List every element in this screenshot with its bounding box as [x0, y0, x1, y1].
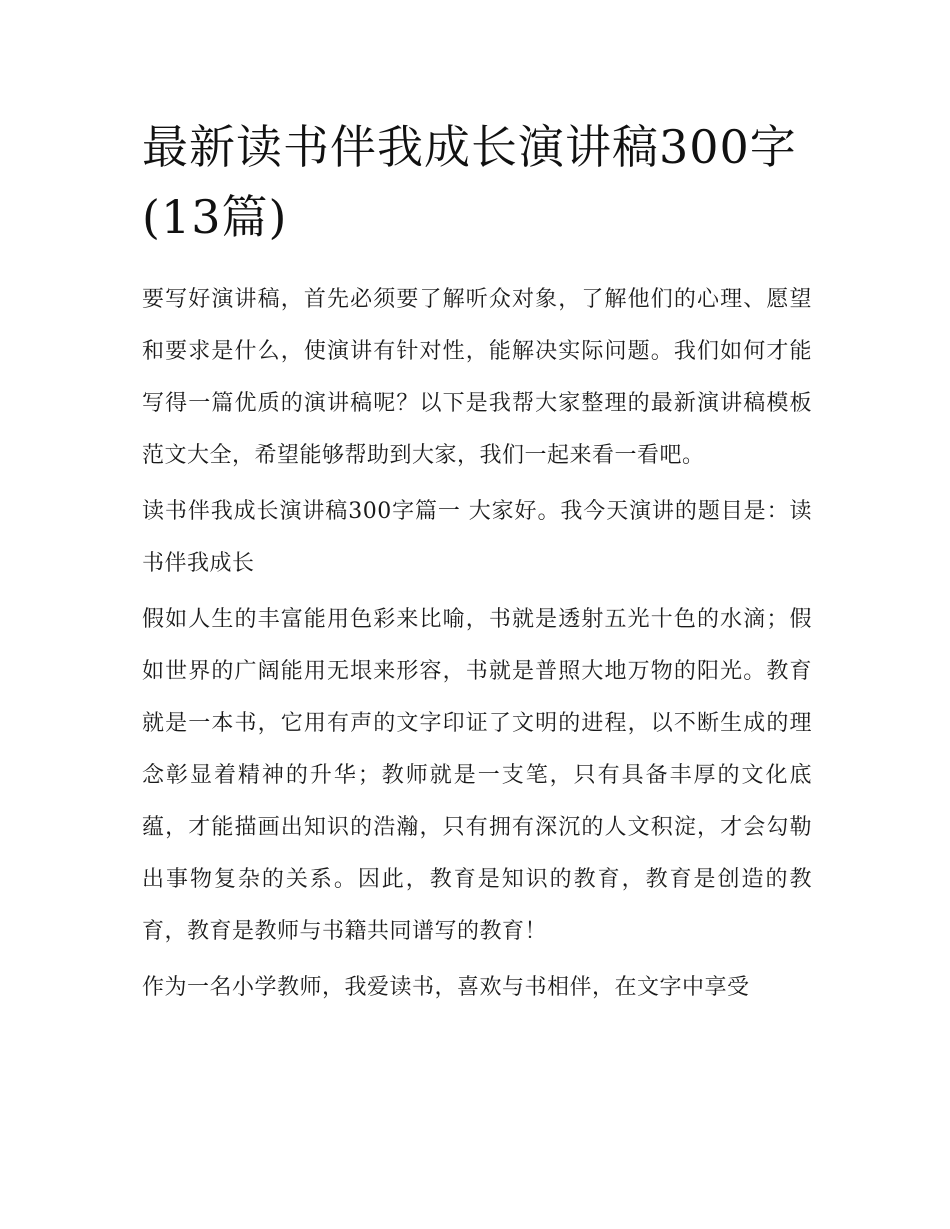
section-heading-paragraph: 读书伴我成长演讲稿300字篇一 大家好。我今天演讲的题目是：读书伴我成长	[142, 499, 812, 576]
document-page	[142, 112, 812, 1018]
intro-paragraph: 要写好演讲稿，首先必须要了解听众对象，了解他们的心理、愿望和要求是什么，使演讲有针对性，能解决实际问题。我们如何才能写得一篇优质的演讲稿呢？以下是我帮大家整理的最新演讲稿模板范文大全，希望能够帮助到大家，我们一起来看一看吧。	[142, 287, 812, 468]
body-paragraph: 假如人生的丰富能用色彩来比喻，书就是透射五光十色的水滴；假如世界的广阔能用无垠来形容，书就是普照大地万物的阳光。教育就是一本书，它用有声的文字印证了文明的进程，以不断生成的理念彰显着精神的升华；教师就是一支笔，只有具备丰厚的文化底蕴，才能描画出知识的浩瀚，只有拥有深沉的人文积淀，才会勾勒出事物复杂的关系。因此，教育是知识的教育，教育是创造的教育，教育是教师与书籍共同谱写的教育！	[142, 607, 812, 944]
document-title: 最新读书伴我成长演讲稿300字(13篇)	[142, 120, 797, 244]
body-paragraph-continued: 作为一名小学教师，我爱读书，喜欢与书相伴，在文字中享受	[142, 975, 750, 1000]
